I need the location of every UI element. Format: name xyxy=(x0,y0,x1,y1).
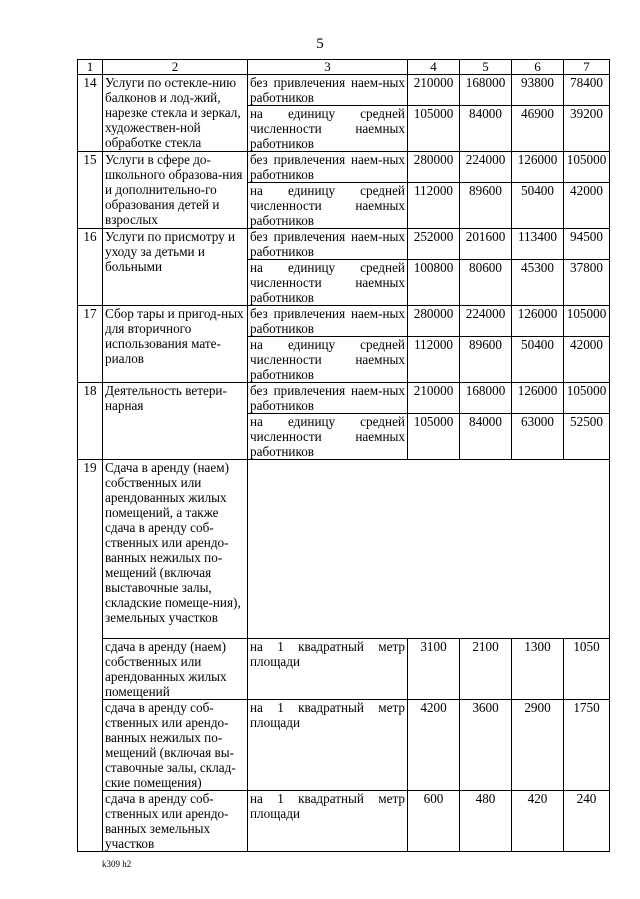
unit-cell: без привлечения наем-ных работников xyxy=(248,152,408,183)
header-cell: 2 xyxy=(103,60,248,75)
value-cell: 63000 xyxy=(512,414,564,460)
unit-cell: на единицу средней численности наемных работников xyxy=(248,337,408,383)
header-cell: 3 xyxy=(248,60,408,75)
unit-cell: на единицу средней численности наемных работников xyxy=(248,414,408,460)
header-cell: 6 xyxy=(512,60,564,75)
row-number: 19 xyxy=(78,460,103,852)
value-cell: 1050 xyxy=(564,639,610,700)
value-cell: 50400 xyxy=(512,183,564,229)
row-number: 14 xyxy=(78,75,103,152)
row-number: 16 xyxy=(78,229,103,306)
empty-merged-cell xyxy=(248,460,610,639)
value-cell: 480 xyxy=(460,791,512,852)
value-cell: 168000 xyxy=(460,383,512,414)
value-cell: 201600 xyxy=(460,229,512,260)
value-cell: 78400 xyxy=(564,75,610,106)
value-cell: 94500 xyxy=(564,229,610,260)
value-cell: 52500 xyxy=(564,414,610,460)
service-subitem: сдача в аренду (наем) собственных или арендованных жилых помещений xyxy=(103,639,248,700)
value-cell: 89600 xyxy=(460,337,512,383)
value-cell: 84000 xyxy=(460,106,512,152)
value-cell: 39200 xyxy=(564,106,610,152)
value-cell: 126000 xyxy=(512,152,564,183)
table-row xyxy=(78,75,610,106)
value-cell: 105000 xyxy=(564,152,610,183)
value-cell: 224000 xyxy=(460,306,512,337)
unit-cell: без привлечения наем-ных работников xyxy=(248,75,408,106)
value-cell: 168000 xyxy=(460,75,512,106)
value-cell: 252000 xyxy=(408,229,460,260)
unit-cell: на единицу средней численности наемных работников xyxy=(248,183,408,229)
value-cell: 100800 xyxy=(408,260,460,306)
value-cell: 42000 xyxy=(564,183,610,229)
value-cell: 46900 xyxy=(512,106,564,152)
unit-cell: на 1 квадратный метр площади xyxy=(248,700,408,791)
table-row xyxy=(78,152,610,183)
value-cell: 2900 xyxy=(512,700,564,791)
footer-code: k309 h2 xyxy=(102,859,132,869)
row-number: 17 xyxy=(78,306,103,383)
value-cell: 105000 xyxy=(564,383,610,414)
unit-cell: на 1 квадратный метр площади xyxy=(248,639,408,700)
value-cell: 84000 xyxy=(460,414,512,460)
value-cell: 420 xyxy=(512,791,564,852)
value-cell: 112000 xyxy=(408,183,460,229)
unit-cell: на единицу средней численности наемных работников xyxy=(248,260,408,306)
value-cell: 113400 xyxy=(512,229,564,260)
header-cell: 4 xyxy=(408,60,460,75)
value-cell: 105000 xyxy=(408,414,460,460)
service-subitem: сдача в аренду соб-ственных или арендо-ванных земельных участков xyxy=(103,791,248,852)
value-cell: 2100 xyxy=(460,639,512,700)
service-name: Сдача в аренду (наем) собственных или арендованных жилых помещений, а также сдача в аренду соб-ственных или арендо-ванных нежилых по-мещений (включая выставочные залы, складские помеще-ния), земельных участков xyxy=(103,460,248,639)
value-cell: 600 xyxy=(408,791,460,852)
service-subitem: сдача в аренду соб-ственных или арендо-ванных нежилых по-мещений (включая вы-ставочные залы, склад-ские помещения) xyxy=(103,700,248,791)
table-row xyxy=(78,383,610,414)
value-cell: 37800 xyxy=(564,260,610,306)
service-name: Услуги по присмотру и уходу за детьми и больными xyxy=(103,229,248,306)
value-cell: 210000 xyxy=(408,383,460,414)
unit-cell: на единицу средней численности наемных работников xyxy=(248,106,408,152)
table-row xyxy=(78,639,610,700)
header-cell: 7 xyxy=(564,60,610,75)
value-cell: 93800 xyxy=(512,75,564,106)
value-cell: 126000 xyxy=(512,306,564,337)
value-cell: 280000 xyxy=(408,306,460,337)
table-row xyxy=(78,700,610,791)
value-cell: 224000 xyxy=(460,152,512,183)
header-cell: 1 xyxy=(78,60,103,75)
unit-cell: на 1 квадратный метр площади xyxy=(248,791,408,852)
unit-cell: без привлечения наем-ных работников xyxy=(248,383,408,414)
unit-cell: без привлечения наем-ных работников xyxy=(248,306,408,337)
service-name: Услуги по остекле-нию балконов и лод-жий, нарезке стекла и зеркал, художествен-ной обработке стекла xyxy=(103,75,248,152)
value-cell: 1750 xyxy=(564,700,610,791)
table-row xyxy=(78,791,610,852)
tariff-table xyxy=(77,59,610,852)
value-cell: 240 xyxy=(564,791,610,852)
value-cell: 3100 xyxy=(408,639,460,700)
table-header-row xyxy=(78,60,610,75)
value-cell: 4200 xyxy=(408,700,460,791)
value-cell: 280000 xyxy=(408,152,460,183)
service-name: Деятельность ветери-нарная xyxy=(103,383,248,460)
value-cell: 105000 xyxy=(408,106,460,152)
row-number: 15 xyxy=(78,152,103,229)
table-row xyxy=(78,229,610,260)
value-cell: 105000 xyxy=(564,306,610,337)
value-cell: 50400 xyxy=(512,337,564,383)
service-name: Сбор тары и пригод-ных для вторичного использования мате-риалов xyxy=(103,306,248,383)
table-row xyxy=(78,306,610,337)
value-cell: 80600 xyxy=(460,260,512,306)
row-number: 18 xyxy=(78,383,103,460)
value-cell: 42000 xyxy=(564,337,610,383)
value-cell: 1300 xyxy=(512,639,564,700)
value-cell: 126000 xyxy=(512,383,564,414)
value-cell: 45300 xyxy=(512,260,564,306)
service-name: Услуги в сфере до-школьного образова-ния и дополнительно-го образования детей и взрослых xyxy=(103,152,248,229)
table-row xyxy=(78,460,610,639)
value-cell: 210000 xyxy=(408,75,460,106)
value-cell: 89600 xyxy=(460,183,512,229)
header-cell: 5 xyxy=(460,60,512,75)
unit-cell: без привлечения наем-ных работников xyxy=(248,229,408,260)
page-number: 5 xyxy=(316,36,324,52)
value-cell: 3600 xyxy=(460,700,512,791)
value-cell: 112000 xyxy=(408,337,460,383)
